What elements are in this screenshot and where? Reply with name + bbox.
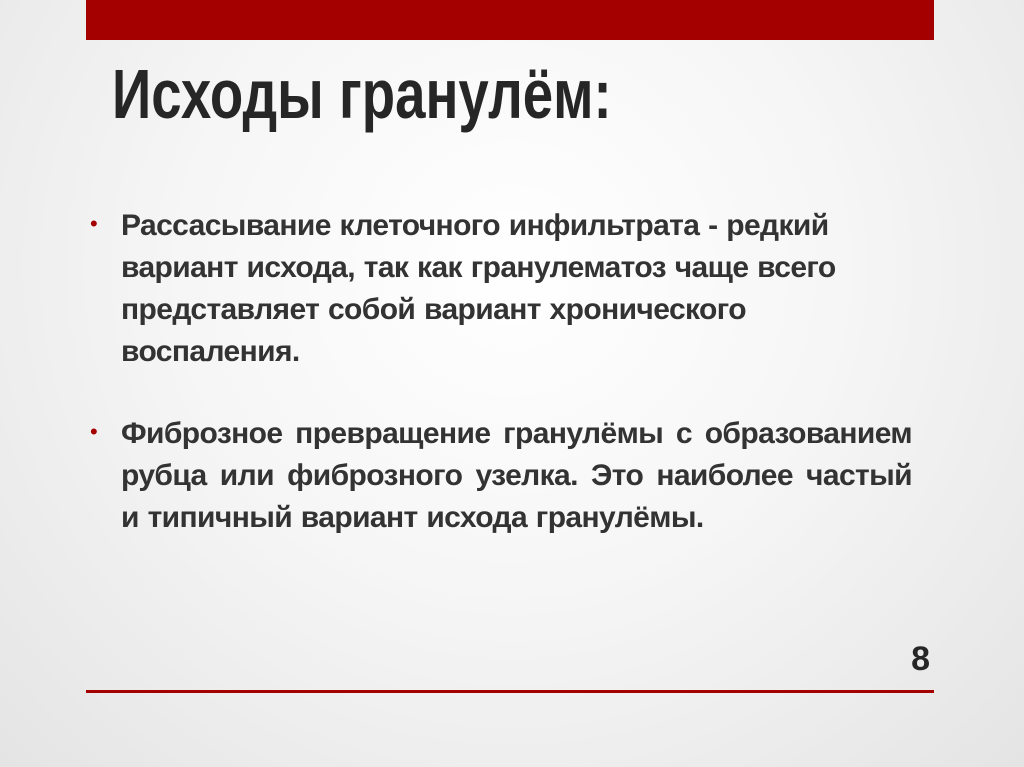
bullet-dot-icon: • — [90, 211, 98, 236]
bullet-item-1 — [90, 205, 912, 373]
slide-body — [90, 205, 912, 539]
bottom-divider — [86, 690, 934, 693]
top-accent-bar — [86, 0, 934, 40]
slide-title: Исходы гранулём: — [112, 55, 612, 133]
bullet-text-1: Рассасывание клеточного инфильтрата - редкий вариант исхода, так как гранулематоз чаще всего представляет собой вариант хронического воспаления. — [121, 209, 836, 368]
bullet-dot-icon: • — [90, 419, 98, 444]
slide-page-number: 8 — [911, 640, 930, 678]
bullet-item-2 — [90, 413, 912, 539]
bullet-text-2: Фиброзное превращение гранулёмы с образованием рубца или фиброзного узелка. Это наиболее частый и типичный вариант исхода гранулёмы. — [121, 417, 912, 534]
